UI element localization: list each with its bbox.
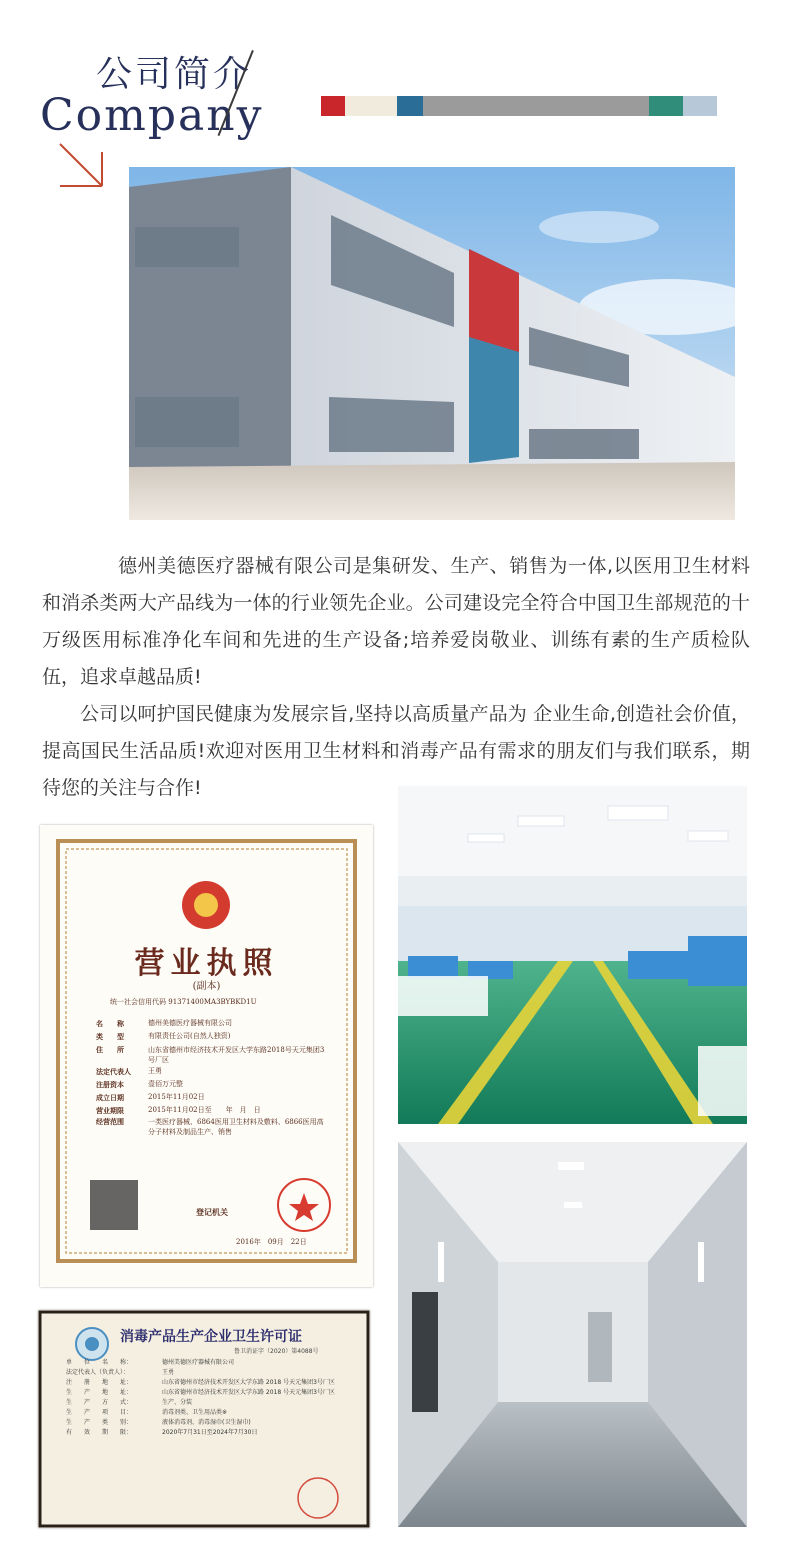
color-swatch-5 xyxy=(649,96,683,116)
license-credit-code-row xyxy=(110,997,257,1007)
decorative-color-bar xyxy=(321,96,717,116)
permit-field-label: 生 产 地 址： xyxy=(66,1389,133,1396)
permit-field-list xyxy=(66,1358,362,1438)
permit-field-row xyxy=(66,1418,362,1428)
permit-field-label: 法定代表人（负责人）： xyxy=(66,1369,130,1376)
license-field-value: 2015年11月02日 xyxy=(148,1093,205,1101)
section-title-en: Company xyxy=(40,90,264,141)
license-field-row xyxy=(96,1104,326,1117)
permit-field-value: 德州美德医疗器械有限公司 xyxy=(162,1359,235,1366)
license-credit-code: 91371400MA3BYBKD1U xyxy=(168,998,257,1006)
permit-field-row xyxy=(66,1388,362,1398)
permit-field-value: 王勇 xyxy=(162,1369,175,1376)
license-field-label: 名 称 xyxy=(96,1019,124,1028)
license-field-label: 注册资本 xyxy=(96,1080,124,1089)
color-swatch-4 xyxy=(423,96,649,116)
permit-number: 鲁卫消证字（2020）第4088号 xyxy=(234,1348,319,1355)
permit-field-value: 消毒剂类、卫生用品类※ xyxy=(162,1409,228,1416)
permit-field-row xyxy=(66,1378,362,1388)
permit-field-row xyxy=(66,1408,362,1418)
license-field-label: 营业期限 xyxy=(96,1106,124,1115)
diagonal-arrow-icon xyxy=(58,142,108,192)
license-field-row xyxy=(96,1078,326,1091)
license-field-label: 类 型 xyxy=(96,1032,124,1041)
section-title-cn: 公司简介 xyxy=(96,54,253,95)
intro-paragraph-2: 公司以呵护国民健康为发展宗旨,坚持以高质量产品为 企业生命,创造社会价值，提高国民生活品质!欢迎对医用卫生材料和消毒产品有需求的朋友们与我们联系，期待您的关注与合作! xyxy=(42,703,750,799)
license-field-row xyxy=(96,1091,326,1104)
license-subtitle: (副本) xyxy=(192,981,221,992)
permit-field-label: 生 产 类 别： xyxy=(66,1419,133,1426)
license-date: 2016年 09月 22日 xyxy=(236,1238,307,1246)
permit-field-row xyxy=(66,1358,362,1368)
license-field-value: 2015年11月02日至 年 月 日 xyxy=(148,1106,261,1114)
license-field-value: 一类医疗器械、6864医用卫生材料及敷料、6866医用高分子材料及制品生产、销售 xyxy=(148,1118,324,1136)
license-field-label: 法定代表人 xyxy=(96,1067,131,1076)
intro-paragraph-1: 德州美德医疗器械有限公司是集研发、生产、销售为一体,以医用卫生材料和消杀类两大产品线为一体的行业领先企业。公司建设完全符合中国卫生部规范的十万级医用标准净化车间和先进的生产设备;培养爱岗敬业、训练有素的生产质检队伍，追求卓越品质! xyxy=(42,555,750,688)
permit-field-label: 生 产 项 目： xyxy=(66,1409,133,1416)
clean-corridor-photo xyxy=(398,1142,747,1527)
license-field-row xyxy=(96,1030,326,1043)
color-swatch-6 xyxy=(683,96,717,116)
license-field-value: 山东省德州市经济技术开发区大学东路2018号天元集团3号厂区 xyxy=(148,1046,325,1064)
license-field-row xyxy=(96,1045,326,1065)
license-field-value: 德州美德医疗器械有限公司 xyxy=(148,1019,232,1027)
license-field-list xyxy=(96,1017,326,1137)
license-field-label: 成立日期 xyxy=(96,1093,124,1102)
color-swatch-3 xyxy=(397,96,423,116)
permit-field-value: 生产、分装 xyxy=(162,1399,193,1406)
permit-field-value: 2020年7月31日至2024年7月30日 xyxy=(162,1429,258,1436)
license-field-row xyxy=(96,1065,326,1078)
license-credit-code-label: 统一社会信用代码 xyxy=(110,998,166,1006)
permit-field-row xyxy=(66,1398,362,1408)
permit-field-label: 注 册 地 址： xyxy=(66,1379,133,1386)
permit-field-value: 山东省德州市经济技术开发区大学东路 2018 号天元集团3号厂区 xyxy=(162,1389,335,1396)
color-swatch-2 xyxy=(345,96,397,116)
factory-building-photo xyxy=(129,167,735,520)
license-field-label: 住 所 xyxy=(96,1045,124,1054)
permit-field-label: 生 产 方 式： xyxy=(66,1399,133,1406)
hygiene-permit-image xyxy=(38,1310,370,1528)
permit-field-row xyxy=(66,1428,362,1438)
license-field-label: 经营范围 xyxy=(96,1117,124,1126)
license-field-row xyxy=(96,1017,326,1030)
license-field-value: 王勇 xyxy=(148,1067,162,1075)
permit-title: 消毒产品生产企业卫生许可证 xyxy=(120,1329,302,1345)
license-field-row xyxy=(96,1117,326,1137)
color-swatch-1 xyxy=(321,96,345,116)
permit-field-value: 液体消毒剂、消毒湿巾(卫生湿巾) xyxy=(162,1419,251,1426)
permit-field-label: 单 位 名 称： xyxy=(66,1359,133,1366)
permit-field-value: 山东省德州市经济技术开发区大学东路 2018 号天元集团3号厂区 xyxy=(162,1379,335,1386)
license-authority: 登记机关 xyxy=(196,1207,228,1217)
permit-field-label: 有 效 期 限： xyxy=(66,1429,133,1436)
company-intro xyxy=(42,548,750,807)
permit-field-row xyxy=(66,1368,362,1378)
license-title: 营业执照 xyxy=(134,946,279,981)
license-field-value: 壹佰万元整 xyxy=(148,1080,183,1088)
business-license-image xyxy=(40,825,373,1287)
license-field-value: 有限责任公司(自然人独资) xyxy=(148,1032,231,1040)
cleanroom-workshop-photo xyxy=(398,786,747,1124)
